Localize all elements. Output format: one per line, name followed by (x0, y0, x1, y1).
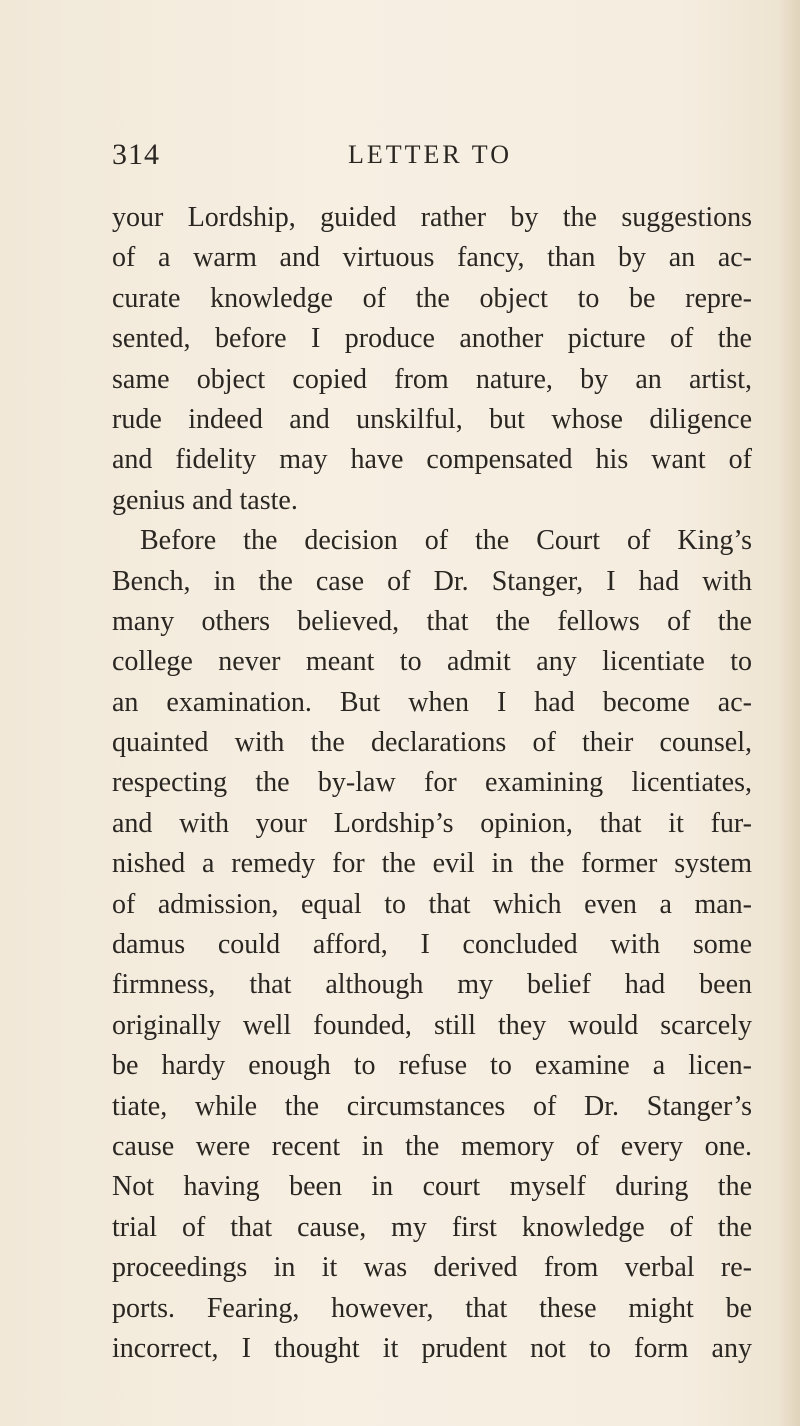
text-line: and with your Lordship’s opinion, that it fur- (112, 807, 752, 839)
text-line: proceedings in it was derived from verbal re- (112, 1252, 752, 1284)
page-number: 314 (112, 138, 160, 171)
text-line: your Lordship, guided rather by the suggestions (112, 202, 752, 233)
page-edge-shadow (778, 0, 800, 1426)
text-line: rude indeed and unskilful, but whose diligence (112, 403, 752, 435)
text-line: trial of that cause, my first knowledge of the (112, 1211, 752, 1243)
text-line: curate knowledge of the object to be repre- (112, 282, 752, 314)
text-line: damus could afford, I concluded with some (112, 929, 752, 961)
text-line: firmness, that although my belief had been (112, 969, 752, 1001)
running-head (112, 138, 752, 178)
text-line: Bench, in the case of Dr. Stanger, I had with (112, 565, 752, 597)
text-line: same object copied from nature, by an artist, (112, 363, 752, 395)
text-line: and fidelity may have compensated his want of (112, 444, 752, 476)
text-line: respecting the by-law for examining licentiates, (112, 767, 752, 799)
text-line: quainted with the declarations of their counsel, (112, 727, 752, 759)
running-head-title: LETTER TO (348, 140, 512, 169)
text-line: genius and taste. (112, 484, 298, 516)
text-line: ports. Fearing, however, that these might be (112, 1292, 752, 1324)
text-line: sented, before I produce another picture of the (112, 323, 752, 355)
text-line: Not having been in court myself during the (112, 1171, 752, 1203)
text-line: tiate, while the circumstances of Dr. Stanger’s (112, 1090, 752, 1122)
text-line: of a warm and virtuous fancy, than by an ac- (112, 242, 752, 274)
body-text (112, 198, 752, 1369)
text-line: many others believed, that the fellows of the (112, 605, 752, 637)
text-line: Before the decision of the Court of King’s (140, 525, 752, 557)
text-line: incorrect, I thought it prudent not to form any (112, 1332, 752, 1364)
text-line: cause were recent in the memory of every one. (112, 1130, 752, 1162)
text-line: of admission, equal to that which even a man- (112, 888, 752, 920)
text-line: college never meant to admit any licentiate to (112, 646, 752, 678)
text-line: nished a remedy for the evil in the former system (112, 848, 752, 880)
text-line: originally well founded, still they would scarcely (112, 1009, 752, 1041)
text-line: be hardy enough to refuse to examine a licen- (112, 1050, 752, 1082)
text-line: an examination. But when I had become ac- (112, 686, 752, 718)
